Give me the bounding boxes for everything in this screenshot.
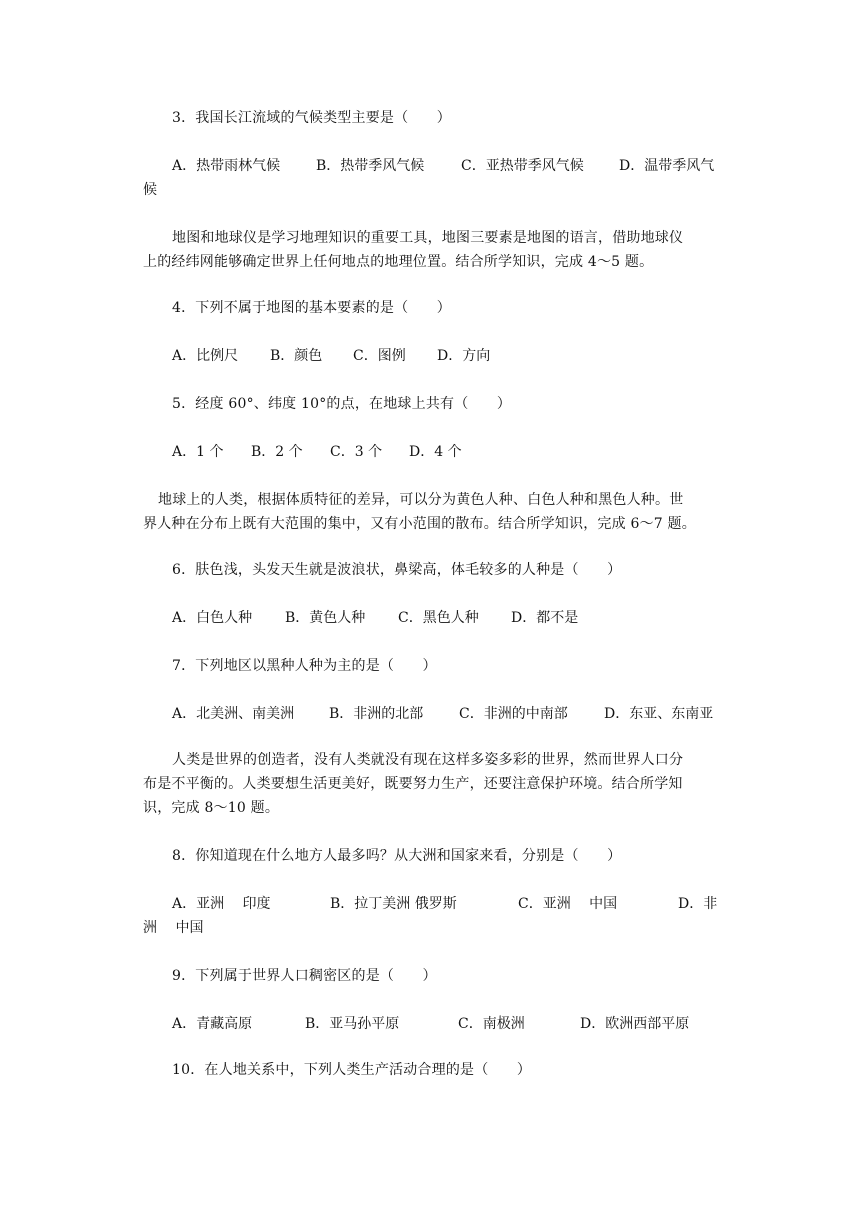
passage-2-line-1: 地球上的人类，根据体质特征的差异，可以分为黄色人种、白色人种和黑色人种。世: [158, 492, 684, 508]
question-4-stem: 4．下列不属于地图的基本要素的是（ ）: [172, 300, 451, 316]
question-3-option-a: A．热带雨林气候: [172, 158, 281, 174]
question-3-option-d: D．温带季风气: [619, 158, 715, 174]
question-6-option-d: D．都不是: [511, 610, 579, 626]
question-4-option-d: D．方向: [437, 348, 491, 364]
question-5-stem: 5．经度 60°、纬度 10°的点，在地球上共有（ ）: [172, 396, 512, 412]
question-7-option-b: B．非洲的北部: [329, 706, 424, 722]
question-10-stem: 10．在人地关系中，下列人类生产活动合理的是（ ）: [172, 1062, 532, 1078]
passage-3-line-2: 布是不平衡的。人类要想生活更美好，既要努力生产，还要注意保护环境。结合所学知: [143, 776, 683, 792]
question-5-option-c: C．3 个: [330, 444, 383, 460]
passage-1-line-1: 地图和地球仪是学习地理知识的重要工具，地图三要素是地图的语言，借助地球仪: [172, 230, 684, 246]
question-7-option-c: C．非洲的中南部: [459, 706, 568, 722]
question-5-option-a: A．1 个: [172, 444, 224, 460]
question-8-option-a: A．亚洲 印度: [172, 896, 271, 912]
question-8-stem: 8．你知道现在什么地方人最多吗？从大洲和国家来看，分别是（ ）: [172, 848, 622, 864]
question-9-option-c: C．南极洲: [458, 1016, 525, 1032]
question-6-option-b: B．黄色人种: [285, 610, 366, 626]
passage-3-line-3: 识，完成 8～10 题。: [143, 800, 280, 816]
question-6-stem: 6．肤色浅，头发天生就是波浪状，鼻梁高，体毛较多的人种是（ ）: [172, 562, 622, 578]
question-9-option-d: D．欧洲西部平原: [580, 1016, 690, 1032]
question-8-option-d: D．非: [678, 896, 718, 912]
question-4-option-c: C．图例: [353, 348, 406, 364]
question-4-option-b: B．颜色: [270, 348, 323, 364]
question-4-option-a: A．比例尺: [172, 348, 239, 364]
question-9-stem: 9．下列属于世界人口稠密区的是（ ）: [172, 968, 437, 984]
question-6-option-a: A．白色人种: [172, 610, 253, 626]
question-7-option-a: A．北美洲、南美洲: [172, 706, 295, 722]
question-9-option-b: B．亚马孙平原: [305, 1016, 400, 1032]
passage-3-line-1: 人类是世界的创造者，没有人类就没有现在这样多姿多彩的世界，然而世界人口分: [172, 752, 684, 768]
question-6-option-c: C．黑色人种: [398, 610, 479, 626]
question-3-option-d-wrap: 候: [143, 182, 157, 198]
question-8-option-b: B．拉丁美洲 俄罗斯: [330, 896, 457, 912]
question-3-stem: 3．我国长江流域的气候类型主要是（ ）: [172, 110, 451, 126]
question-8-option-c: C．亚洲 中国: [518, 896, 618, 912]
question-7-option-d: D．东亚、东南亚: [604, 706, 714, 722]
passage-2-line-2: 界人种在分布上既有大范围的集中，又有小范围的散布。结合所学知识，完成 6～7 题。: [143, 516, 696, 532]
question-9-option-a: A．青藏高原: [172, 1016, 253, 1032]
question-3-option-c: C．亚热带季风气候: [461, 158, 584, 174]
question-5-option-b: B．2 个: [251, 444, 303, 460]
question-3-option-b: B．热带季风气候: [316, 158, 425, 174]
question-8-option-d-wrap: 洲 中国: [143, 920, 204, 936]
question-7-stem: 7．下列地区以黑种人种为主的是（ ）: [172, 658, 437, 674]
passage-1-line-2: 上的经纬网能够确定世界上任何地点的地理位置。结合所学知识，完成 4～5 题。: [143, 254, 654, 270]
question-5-option-d: D．4 个: [409, 444, 462, 460]
